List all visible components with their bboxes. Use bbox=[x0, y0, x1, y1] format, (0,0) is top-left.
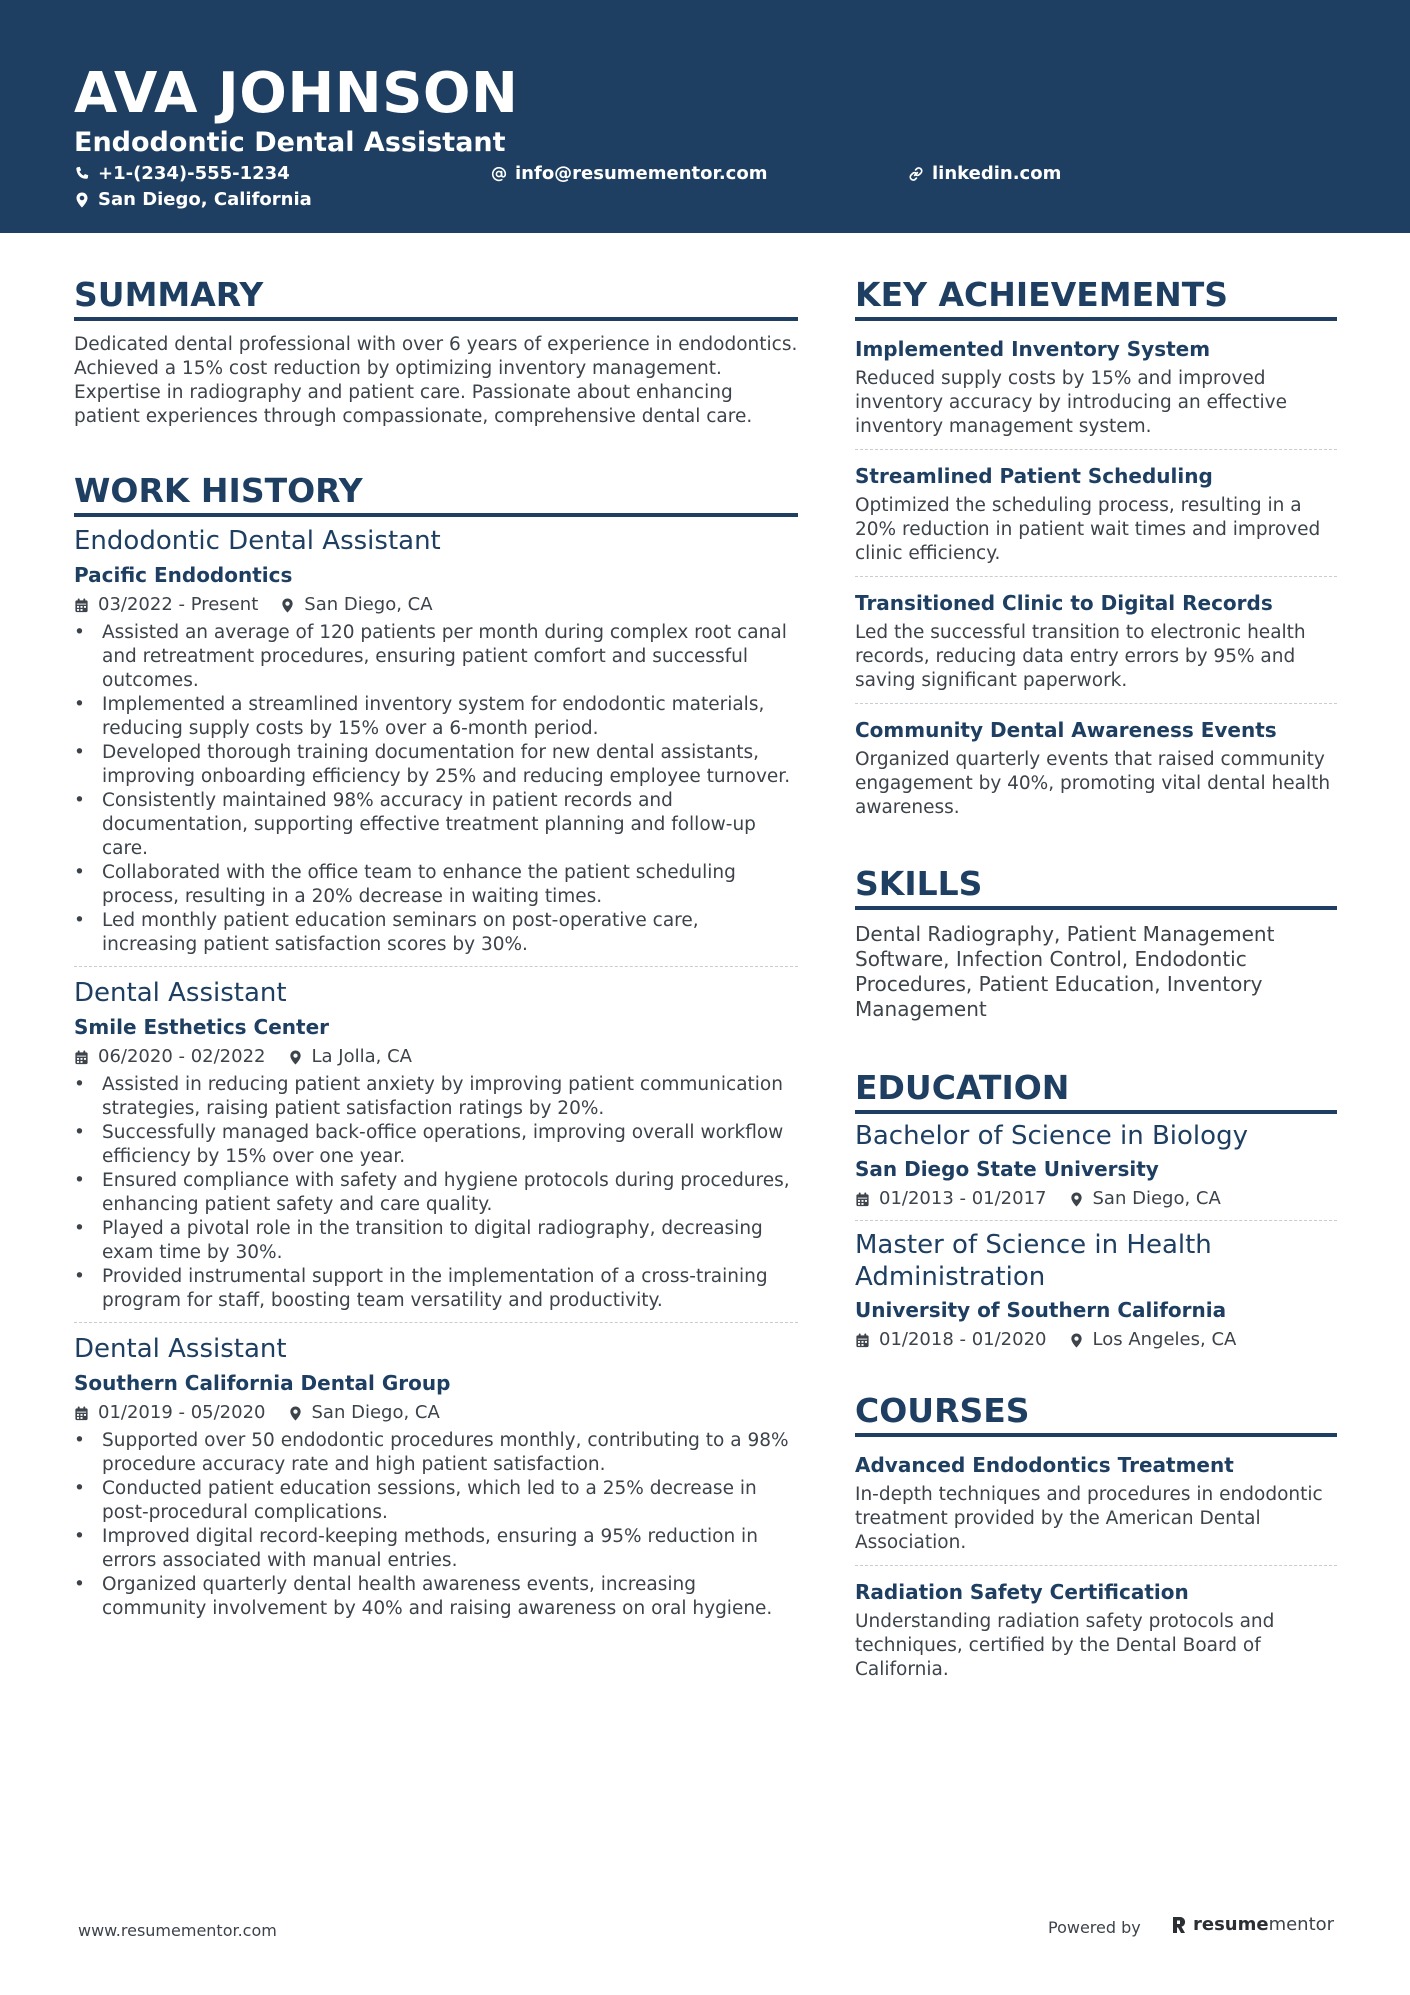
job-entry bbox=[74, 1322, 798, 1630]
education-degree: Bachelor of Science in Biology bbox=[855, 1121, 1248, 1151]
right-column bbox=[855, 275, 1337, 1692]
location-pin-icon bbox=[288, 1050, 303, 1065]
summary-section bbox=[74, 275, 798, 429]
phone-text: +1-(234)-555-1234 bbox=[98, 163, 290, 184]
education-location-text: Los Angeles, CA bbox=[1092, 1329, 1237, 1350]
job-bullets bbox=[74, 1429, 798, 1621]
education-location bbox=[1069, 1327, 1237, 1353]
contact-location bbox=[74, 188, 312, 212]
course-title: Radiation Safety Certification bbox=[855, 1580, 1189, 1604]
location-pin-icon bbox=[288, 1406, 303, 1421]
job-dates: 06/2020 - 02/2022 bbox=[98, 1046, 266, 1067]
candidate-name: AVA JOHNSON bbox=[74, 61, 519, 126]
job-bullet: • Implemented a streamlined inventory system for endodontic materials, reducing supply costs by 15% over a 6-month period. bbox=[74, 693, 798, 741]
job-bullets bbox=[74, 621, 798, 957]
footer-website-link[interactable]: www.resumementor.com bbox=[78, 1921, 277, 1940]
courses-heading: COURSES bbox=[855, 1391, 1337, 1437]
achievement-item bbox=[855, 333, 1337, 449]
achievement-text: Optimized the scheduling process, resulting in a 20% reduction in patient wait times and improved clinic efficiency. bbox=[855, 495, 1321, 564]
job-meta bbox=[74, 1400, 798, 1426]
achievement-item bbox=[855, 703, 1337, 830]
job-bullet: • Led monthly patient education seminars on post-operative care, increasing patient satisfaction scores by 30%. bbox=[74, 909, 798, 957]
link-icon bbox=[908, 166, 924, 182]
job-title: Endodontic Dental Assistant bbox=[74, 526, 441, 556]
education-location bbox=[1069, 1186, 1221, 1212]
education-item bbox=[855, 1120, 1337, 1220]
course-text: In-depth techniques and procedures in endodontic treatment provided by the American Dental Association. bbox=[855, 1484, 1323, 1553]
skills-heading: SKILLS bbox=[855, 864, 1337, 910]
achievement-item bbox=[855, 449, 1337, 576]
job-bullet: • Ensured compliance with safety and hygiene protocols during procedures, enhancing patient safety and care quality. bbox=[74, 1169, 798, 1217]
achievement-text: Led the successful transition to electronic health records, reducing data entry errors by 95% and saving significant paperwork. bbox=[855, 622, 1306, 691]
contact-linkedin[interactable] bbox=[908, 162, 1061, 186]
job-location-text: La Jolla, CA bbox=[311, 1046, 412, 1067]
job-location-text: San Diego, CA bbox=[311, 1402, 440, 1423]
summary-text: Dedicated dental professional with over 6 years of experience in endodontics. Achieved a 15% cost reduction by optimizing inventory management. Expertise in radiography and patient care. Passionate about enhancing patient experiences through compassionate, comprehensive dental care. bbox=[74, 334, 798, 427]
job-location bbox=[288, 1044, 412, 1070]
candidate-title: Endodontic Dental Assistant bbox=[74, 127, 506, 158]
phone-icon bbox=[74, 166, 90, 182]
email-text: info@resumementor.com bbox=[515, 163, 768, 184]
education-school: San Diego State University bbox=[855, 1157, 1159, 1181]
education-location-text: San Diego, CA bbox=[1092, 1188, 1221, 1209]
resumementor-logo-icon bbox=[1170, 1915, 1188, 1935]
calendar-icon bbox=[74, 1406, 89, 1421]
skills-text: Dental Radiography, Patient Management Software, Infection Control, Endodontic Procedures, Patient Education, Inventory Management bbox=[855, 922, 1275, 1021]
job-location bbox=[280, 592, 432, 618]
job-bullet: • Assisted an average of 120 patients per month during complex root canal and retreatment procedures, ensuring patient comfort and successful outcomes. bbox=[74, 621, 798, 693]
contact-phone[interactable] bbox=[74, 162, 290, 186]
job-bullet: • Developed thorough training documentation for new dental assistants, improving onboarding efficiency by 25% and reducing employee turnover. bbox=[74, 741, 798, 789]
job-company: Smile Esthetics Center bbox=[74, 1015, 330, 1039]
job-bullet: • Conducted patient education sessions, which led to a 25% decrease in post-procedural complications. bbox=[74, 1477, 798, 1525]
achievement-title: Community Dental Awareness Events bbox=[855, 718, 1277, 742]
job-meta bbox=[74, 1044, 798, 1070]
job-title: Dental Assistant bbox=[74, 978, 287, 1008]
achievement-text: Reduced supply costs by 15% and improved inventory accuracy by introducing an effective inventory management system. bbox=[855, 368, 1287, 437]
calendar-icon bbox=[74, 598, 89, 613]
logo-text-light: mentor bbox=[1268, 1914, 1335, 1935]
job-dates: 03/2022 - Present bbox=[98, 594, 259, 615]
work-history-section bbox=[74, 471, 798, 1630]
job-dates: 01/2019 - 05/2020 bbox=[98, 1402, 266, 1423]
education-school: University of Southern California bbox=[855, 1298, 1227, 1322]
contact-email[interactable] bbox=[491, 162, 767, 186]
job-entry bbox=[74, 966, 798, 1322]
at-sign-icon bbox=[491, 166, 507, 182]
job-bullet: • Played a pivotal role in the transition to digital radiography, decreasing exam time by 30%. bbox=[74, 1217, 798, 1265]
course-item bbox=[855, 1565, 1337, 1692]
work-history-heading: WORK HISTORY bbox=[74, 471, 798, 517]
job-location-text: San Diego, CA bbox=[304, 594, 433, 615]
job-bullet: • Provided instrumental support in the implementation of a cross-training program for staff, boosting team versatility and productivity. bbox=[74, 1265, 798, 1313]
job-bullet: • Assisted in reducing patient anxiety by improving patient communication strategies, raising patient satisfaction ratings by 20%. bbox=[74, 1073, 798, 1121]
education-item bbox=[855, 1220, 1337, 1361]
location-pin-icon bbox=[280, 598, 295, 613]
course-text: Understanding radiation safety protocols and techniques, certified by the Dental Board of California. bbox=[855, 1611, 1275, 1680]
logo-text-bold: resume bbox=[1193, 1914, 1269, 1935]
calendar-icon bbox=[855, 1333, 870, 1348]
job-location bbox=[288, 1400, 440, 1426]
education-dates: 01/2013 - 01/2017 bbox=[879, 1188, 1047, 1209]
job-bullet: • Consistently maintained 98% accuracy in patient records and documentation, supporting effective treatment planning and follow-up care. bbox=[74, 789, 798, 861]
location-pin-icon bbox=[1069, 1333, 1084, 1348]
location-pin-icon bbox=[1069, 1192, 1084, 1207]
achievement-item bbox=[855, 576, 1337, 703]
job-bullets bbox=[74, 1073, 798, 1313]
job-bullet: • Improved digital record-keeping methods, ensuring a 95% reduction in errors associated with manual entries. bbox=[74, 1525, 798, 1573]
footer-powered-by: Powered by bbox=[1048, 1918, 1141, 1937]
job-bullet: • Supported over 50 endodontic procedures monthly, contributing to a 98% procedure accuracy rate and high patient satisfaction. bbox=[74, 1429, 798, 1477]
course-title: Advanced Endodontics Treatment bbox=[855, 1453, 1234, 1477]
key-achievements-section bbox=[855, 275, 1337, 830]
calendar-icon bbox=[74, 1050, 89, 1065]
location-pin-icon bbox=[74, 192, 90, 208]
job-company: Pacific Endodontics bbox=[74, 563, 293, 587]
education-dates: 01/2018 - 01/2020 bbox=[879, 1329, 1047, 1350]
key-achievements-heading: KEY ACHIEVEMENTS bbox=[855, 275, 1337, 321]
education-section bbox=[855, 1068, 1337, 1361]
education-heading: EDUCATION bbox=[855, 1068, 1337, 1114]
calendar-icon bbox=[855, 1192, 870, 1207]
education-meta bbox=[855, 1186, 1337, 1212]
linkedin-text: linkedin.com bbox=[932, 163, 1062, 184]
resumementor-logo[interactable] bbox=[1170, 1914, 1334, 1935]
job-entry bbox=[74, 523, 798, 966]
course-item bbox=[855, 1449, 1337, 1565]
achievement-title: Transitioned Clinic to Digital Records bbox=[855, 591, 1273, 615]
achievement-title: Implemented Inventory System bbox=[855, 337, 1211, 361]
job-bullet: • Organized quarterly dental health awareness events, increasing community involvement by 40% and raising awareness on oral hygiene. bbox=[74, 1573, 798, 1621]
skills-section bbox=[855, 864, 1337, 1022]
education-meta bbox=[855, 1327, 1337, 1353]
achievement-text: Organized quarterly events that raised community engagement by 40%, promoting vital dental health awareness. bbox=[855, 749, 1331, 818]
job-title: Dental Assistant bbox=[74, 1334, 287, 1364]
job-bullet: • Successfully managed back-office operations, improving overall workflow efficiency by 15% over one year. bbox=[74, 1121, 798, 1169]
job-company: Southern California Dental Group bbox=[74, 1371, 451, 1395]
resume-header bbox=[0, 0, 1410, 233]
courses-section bbox=[855, 1391, 1337, 1692]
summary-heading: SUMMARY bbox=[74, 275, 798, 321]
achievement-title: Streamlined Patient Scheduling bbox=[855, 464, 1213, 488]
education-degree: Master of Science in Health Administration bbox=[855, 1230, 1212, 1292]
left-column bbox=[74, 275, 798, 1630]
job-meta bbox=[74, 592, 798, 618]
location-text: San Diego, California bbox=[98, 189, 312, 210]
job-bullet: • Collaborated with the office team to enhance the patient scheduling process, resulting in a 20% decrease in waiting times. bbox=[74, 861, 798, 909]
